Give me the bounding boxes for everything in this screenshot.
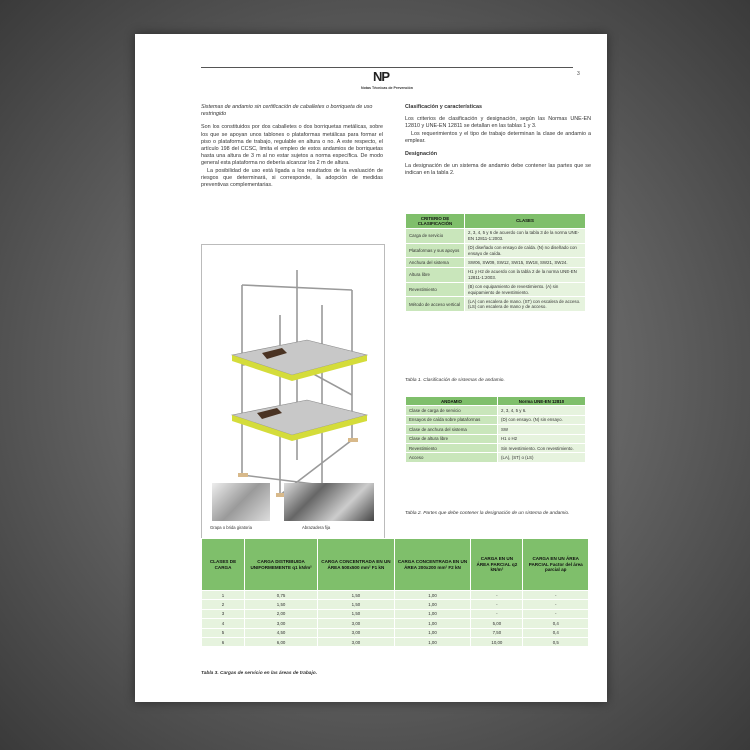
table3-caption: Tabla 3. Cargas de servicio en las áreas de trabajo. bbox=[201, 671, 318, 676]
table-cell: (LA) con escalera de mano. (ST) con escalera de acceso. (LS) con escalera de mano y de acceso. bbox=[465, 297, 586, 312]
table-row bbox=[406, 297, 586, 312]
table-cell: Carga de servicio bbox=[406, 228, 465, 243]
page-number: 3 bbox=[577, 71, 580, 77]
table-cell: Clase de carga de servicio bbox=[406, 406, 498, 415]
table-cell: 1,50 bbox=[245, 600, 318, 609]
table-row bbox=[406, 434, 586, 443]
table-cell: 1,00 bbox=[394, 609, 471, 618]
table-cell: 1,00 bbox=[394, 638, 471, 647]
header-rule bbox=[201, 67, 573, 68]
table-cell: 1,00 bbox=[394, 628, 471, 637]
series-title: Notas Técnicas de Prevención bbox=[361, 86, 413, 90]
table-cell: 0,75 bbox=[245, 591, 318, 600]
table-cell: 1 bbox=[202, 591, 245, 600]
table-cell: 7,50 bbox=[471, 628, 523, 637]
table-cell: - bbox=[523, 609, 589, 618]
table-cell: 3,00 bbox=[318, 619, 395, 628]
table-row bbox=[202, 619, 589, 628]
table2-header: Norma UNE-EN 12810 bbox=[498, 397, 586, 406]
table1-header: CRITERIO DE CLASIFICACIÓN bbox=[406, 214, 465, 229]
table-cell: 1,00 bbox=[394, 591, 471, 600]
label-fixed: Abrazadera fija bbox=[302, 525, 331, 530]
table-cell: (D) con ensayo. (N) sin ensayo. bbox=[498, 415, 586, 424]
table-cell: 6,00 bbox=[245, 638, 318, 647]
table-cell: 3,00 bbox=[318, 638, 395, 647]
table-3 bbox=[201, 538, 589, 647]
right-paragraph-3: La designación de un sistema de andamio debe contener las partes que se indican en la tabla 2. bbox=[405, 163, 591, 177]
table-cell: - bbox=[523, 591, 589, 600]
table-cell: (D) diseñado con ensayo de caída. (N) no diseñado con ensayo de caída. bbox=[465, 243, 586, 258]
table-cell: 6 bbox=[202, 638, 245, 647]
table-cell: Clase de altura libre bbox=[406, 434, 498, 443]
table-2 bbox=[405, 396, 586, 463]
table-cell: 4 bbox=[202, 619, 245, 628]
table-cell: 0,5 bbox=[523, 638, 589, 647]
figure-3 bbox=[201, 244, 385, 548]
table-cell: 3 bbox=[202, 609, 245, 618]
table-cell: H1 y H2 de acuerdo con la tabla 2 de la norma UNE-EN 12811-1:2003. bbox=[465, 267, 586, 282]
table-cell: Revestimiento bbox=[406, 444, 498, 453]
np-logo: NP bbox=[373, 69, 390, 84]
table-cell: 0,4 bbox=[523, 628, 589, 637]
table-cell: SW bbox=[498, 425, 586, 434]
table2-header: ANDAMIO bbox=[406, 397, 498, 406]
table-cell: Clase de anchura del sistema bbox=[406, 425, 498, 434]
table-cell: Revestimiento bbox=[406, 282, 465, 297]
table-cell: 1,00 bbox=[394, 619, 471, 628]
left-column bbox=[201, 104, 383, 189]
table-cell: (LA), (ST) o (LS) bbox=[498, 453, 586, 462]
table-cell: Acceso bbox=[406, 453, 498, 462]
table-cell: 2 bbox=[202, 600, 245, 609]
table-cell: 5 bbox=[202, 628, 245, 637]
table-cell: 2, 3, 4, 5 y 6 de acuerdo con la tabla 3 de la norma UNE-EN 12811-1:2003. bbox=[465, 228, 586, 243]
table-cell: 2,00 bbox=[245, 609, 318, 618]
table-row bbox=[406, 406, 586, 415]
fixed-coupler-photo bbox=[284, 483, 374, 521]
table-row bbox=[202, 591, 589, 600]
table-cell: 3,00 bbox=[318, 628, 395, 637]
heading-designation: Designación bbox=[405, 151, 438, 158]
table-row bbox=[406, 243, 586, 258]
table-cell: 1,50 bbox=[318, 600, 395, 609]
table-cell: 1,50 bbox=[318, 591, 395, 600]
table-cell: Plataformas y sus apoyos bbox=[406, 243, 465, 258]
heading-classification: Clasificación y características bbox=[405, 104, 483, 110]
table-cell: 10,00 bbox=[471, 638, 523, 647]
table-cell: Anchura del sistema bbox=[406, 258, 465, 267]
table-cell: Ensayos de caída sobre plataformas bbox=[406, 415, 498, 424]
table-cell: SW06, SW09, SW12, SW15, SW18, SW21, SW24. bbox=[465, 258, 586, 267]
table2-caption: Tabla 2. Partes que debe contener la designación de un sistema de andamio. bbox=[405, 511, 570, 516]
left-paragraph-1: Son los constituidos por dos caballetes o dos borriquetas metálicas, sobre los que se apoyan unos tablones o plataformas metálicas para formar el piso o plataforma de trabajo, regulable en altura o no. A este respecto, el artículo 198 del CCSC, limita el empleo de estos andamios de borriquetas hasta una altura de 3 m al no estar sujetos a norma específica. De modo general esta plataforma no debería alcanzar los 2 m de altura. bbox=[201, 124, 383, 167]
table-row bbox=[406, 425, 586, 434]
table-cell: H1 o H2 bbox=[498, 434, 586, 443]
table-cell: Método de acceso vertical bbox=[406, 297, 465, 312]
table-row bbox=[406, 228, 586, 243]
table-cell: 0,4 bbox=[523, 619, 589, 628]
table-row bbox=[406, 415, 586, 424]
right-column bbox=[405, 104, 591, 178]
table-row bbox=[406, 444, 586, 453]
table3-header: CARGA EN UN ÁREA PARCIAL Factor del área parcial ap bbox=[523, 539, 589, 591]
table3-header: CLASES DE CARGA bbox=[202, 539, 245, 591]
table-row bbox=[202, 628, 589, 637]
table3-header: CARGA CONCENTRADA EN UN ÁREA 200x200 mm² F2 kN bbox=[394, 539, 471, 591]
table-cell: 3,00 bbox=[245, 619, 318, 628]
table-row bbox=[406, 282, 586, 297]
table-cell: - bbox=[471, 609, 523, 618]
table-1 bbox=[405, 213, 586, 312]
table3-header: CARGA DISTRIBUIDA UNIFORMEMENTE q1 kN/m² bbox=[245, 539, 318, 591]
table-cell: 5,00 bbox=[471, 619, 523, 628]
table-cell: 2, 3, 4, 5 y 6. bbox=[498, 406, 586, 415]
label-swivel: Grapa o brida giratoria bbox=[210, 525, 252, 530]
left-paragraph-2: La posibilidad de uso está ligada a los resultados de la evaluación de riesgos que determinará, si corresponde, la adopción de medidas preventivas complementarias. bbox=[201, 167, 383, 189]
table-row bbox=[202, 638, 589, 647]
table-cell: - bbox=[471, 600, 523, 609]
right-paragraph-1: Los criterios de clasificación y designación, según las Normas UNE-EN 12810 y UNE-EN 12811 se detallan en las tablas 1 y 3. bbox=[405, 116, 591, 130]
table-row bbox=[406, 258, 586, 267]
table-row bbox=[406, 267, 586, 282]
table-cell: - bbox=[523, 600, 589, 609]
table-cell: 4,50 bbox=[245, 628, 318, 637]
table-cell: 1,50 bbox=[318, 609, 395, 618]
table1-header: CLASES bbox=[465, 214, 586, 229]
table-cell: (B) con equipamiento de revestimiento. (A) sin equipamiento de revestimiento. bbox=[465, 282, 586, 297]
table3-header: CARGA CONCENTRADA EN UN ÁREA 500x500 mm² F1 kN bbox=[318, 539, 395, 591]
document-page bbox=[135, 34, 607, 702]
table-cell: - bbox=[471, 591, 523, 600]
left-heading: Sistemas de andamio sin certificación de caballetes o borriqueta de uso restringido bbox=[201, 104, 373, 118]
table-row bbox=[406, 453, 586, 462]
table-row bbox=[202, 600, 589, 609]
table-cell: Sin revestimiento. Con revestimiento. bbox=[498, 444, 586, 453]
table3-header: CARGA EN UN ÁREA PARCIAL q2 kN/m² bbox=[471, 539, 523, 591]
table-cell: 1,00 bbox=[394, 600, 471, 609]
table1-caption: Tabla 1. Clasificación de sistemas de andamio. bbox=[405, 378, 505, 383]
right-paragraph-2: Los requerimientos y el tipo de trabajo determinan la clase de andamio a emplear. bbox=[405, 130, 591, 144]
table-row bbox=[202, 609, 589, 618]
table-cell: Altura libre bbox=[406, 267, 465, 282]
swivel-coupler-photo bbox=[212, 483, 270, 521]
